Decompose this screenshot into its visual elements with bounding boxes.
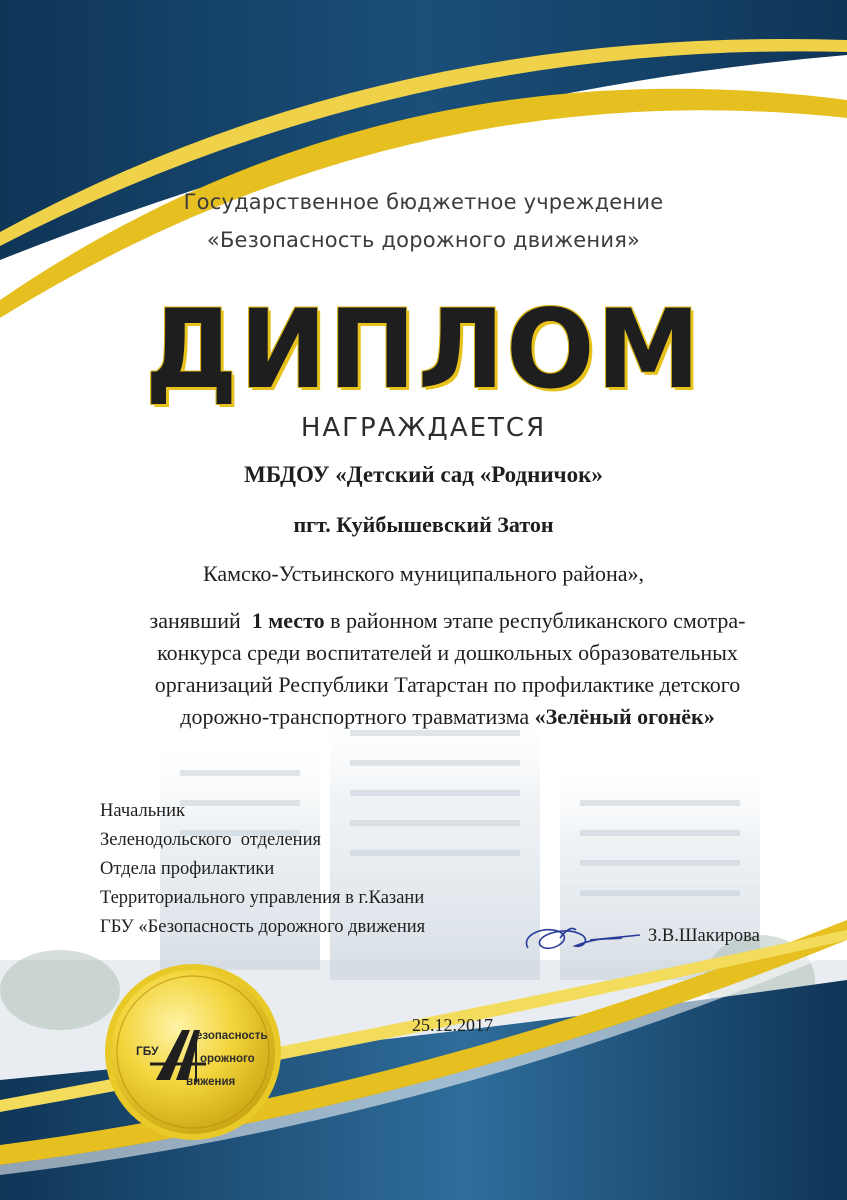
diploma-title: ДИПЛОМ [145,284,702,414]
recipient-name: МБДОУ «Детский сад «Родничок» [244,462,603,487]
awarded-label: НАГРАЖДАЕТСЯ [300,413,547,443]
issuer-line-1: Государственное бюджетное учреждение [183,190,664,214]
citation-line-1-rest: в районном этапе республиканского смотра- [324,608,746,633]
gold-seal [105,964,281,1140]
citation-line-4 [95,701,800,733]
signatory-name: З.В.Шакирова [648,926,760,946]
seal-word-2: орожного [200,1053,255,1065]
signatory-line-1: Начальник [100,801,185,821]
issuer-line-2: «Безопасность дорожного движения» [206,228,641,252]
citation-line-3: организаций Республики Татарстан по профилактике детского [154,672,741,697]
signatory-block [100,797,425,942]
recipient-locality: пгт. Куйбышевский Затон [293,512,554,537]
contest-name: «Зелёный огонёк» [534,704,715,729]
signatory-line-3: Отдела профилактики [100,859,275,879]
seal-word-1: езопасность [196,1030,268,1042]
signatory-line-5: ГБУ «Безопасность дорожного движения [100,917,426,937]
recipient-district: Камско-Устьинского муниципального района», [202,561,645,586]
citation-line-4-prefix: дорожно-транспортного травматизма [180,704,535,729]
place: 1 место [251,608,325,633]
signatory-line-4: Территориального управления в г.Казани [100,888,425,908]
seal-org-abbr: ГБУ [136,1044,159,1058]
citation [95,605,800,733]
issue-date: 25.12.2017 [412,1015,493,1035]
citation-line-1 [95,605,800,637]
seal-word-3: вижения [186,1076,236,1088]
citation-prefix: занявший [149,608,241,633]
signatory-line-2: Зеленодольского отделения [100,830,321,850]
citation-line-2: конкурса среди воспитателей и дошкольных образовательных [157,640,738,665]
